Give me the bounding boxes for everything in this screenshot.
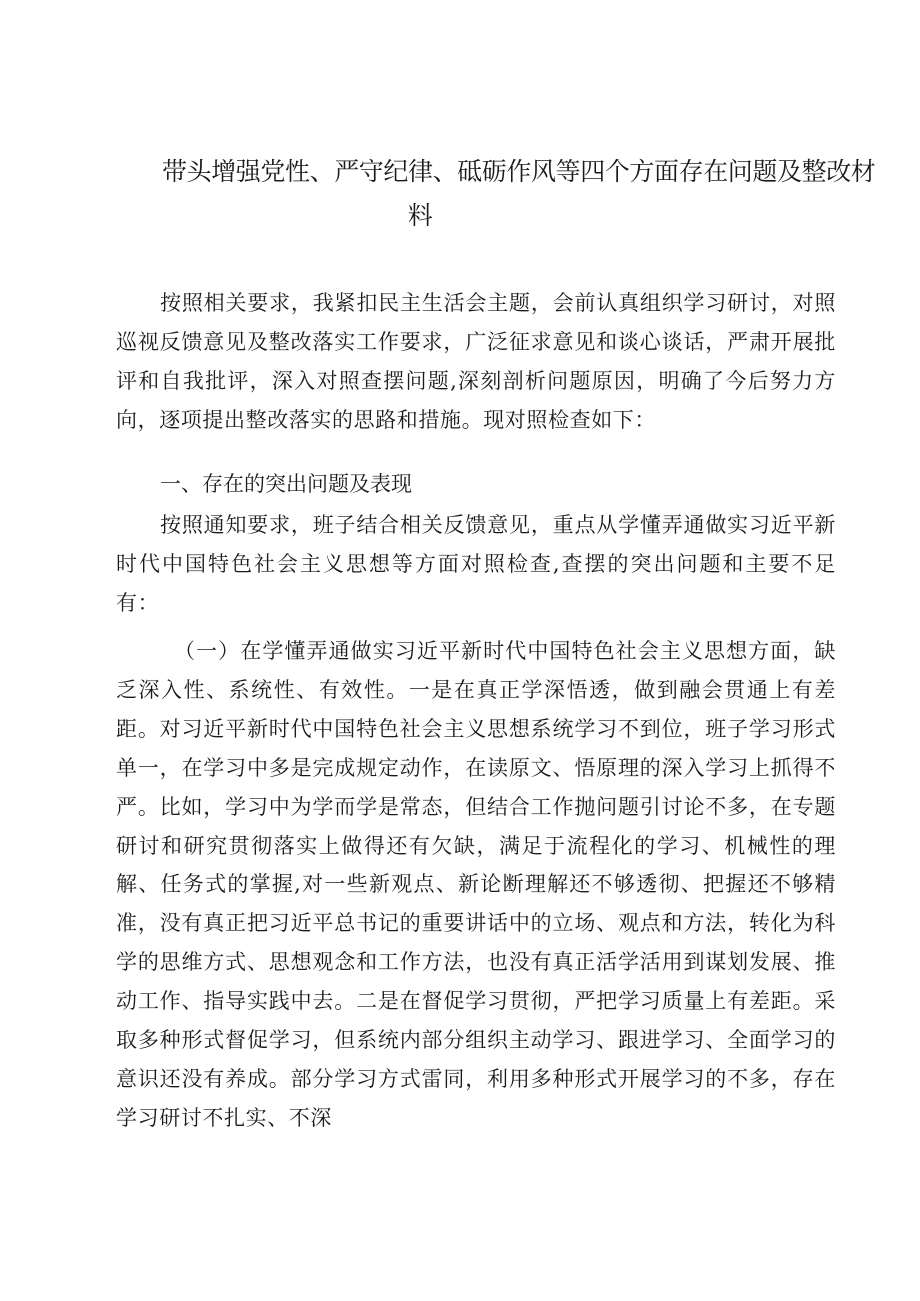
title-line-1: 带头增强党性、严守纪律、砥砺作风等四个方面存在问题及整改材: [162, 157, 876, 186]
item-paragraph: （一）在学懂弄通做实习近平新时代中国特色社会主义思想方面，缺乏深入性、系统性、有效性。一是在真正学深悟透，做到融会贯通上有差距。对习近平新时代中国特色社会主义思想系统学习不到位，班子学习形式单一，在学习中多是完成规定动作，在读原文、悟原理的深入学习上抓得不严。比如，学习中为学而学是常态，但结合工作抛问题引讨论不多，在专题研讨和研究贯彻落实上做得还有欠缺，满足于流程化的学习、机械性的理解、任务式的掌握,对一些新观点、新论断理解还不够透彻、把握还不够精准，没有真正把习近平总书记的重要讲话中的立场、观点和方法，转化为科学的思维方式、思想观念和工作方法，也没有真正活学活用到谋划发展、推动工作、指导实践中去。二是在督促学习贯彻，严把学习质量上有差距。采取多种形式督促学习，但系统内部分组织主动学习、跟进学习、全面学习的意识还没有养成。部分学习方式雷同，利用多种形式开展学习的不多，存在学习研讨不扎实、不深: [116, 639, 836, 1130]
intro-paragraph: 按照相关要求，我紧扣民主生活会主题，会前认真组织学习研讨，对照巡视反馈意见及整改落实工作要求，广泛征求意见和谈心谈话，严肃开展批评和自我批评，深入对照查摆问题,深刻剖析问题原因，明确了今后努力方向，逐项提出整改落实的思路和措施。现对照检查如下：: [116, 291, 836, 432]
section-heading: 一、存在的突出问题及表现: [160, 472, 412, 496]
document-title: [150, 150, 876, 238]
section-paragraph: 按照通知要求，班子结合相关反馈意见，重点从学懂弄通做实习近平新时代中国特色社会主义思想等方面对照检查,查摆的突出问题和主要不足有：: [116, 513, 836, 615]
title-line-2: 料: [407, 201, 433, 230]
